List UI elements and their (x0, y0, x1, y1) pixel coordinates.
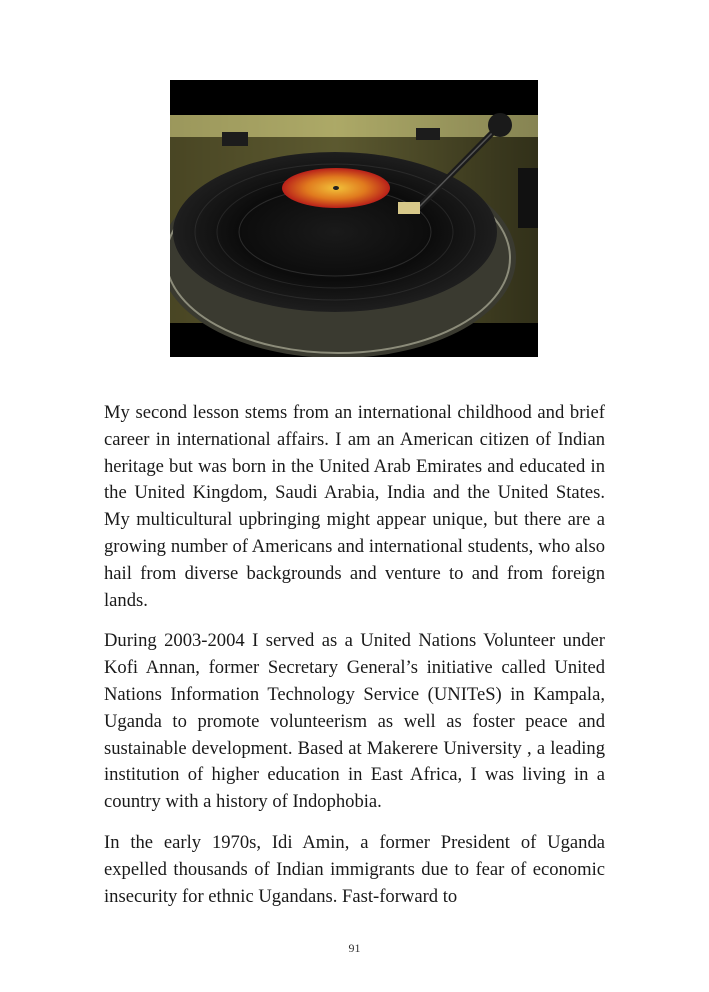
paragraph-2: During 2003-2004 I served as a United Nations Volunteer under Kofi Annan, former Secretary General’s initiative called United Nations Information Technology Service (UNITeS) in Kampala, Uganda to promote volunteerism as well as foster peace and sustainable development. Based at Makerere University , a leading institution of higher education in East Africa, I was living in a country with a history of Indophobia. (104, 630, 605, 813)
page-number: 91 (348, 941, 361, 955)
body-text (104, 400, 605, 924)
turntable-photo (170, 80, 538, 357)
turntable-illustration (170, 80, 538, 357)
paragraph-3: In the early 1970s, Idi Amin, a former President of Uganda expelled thousands of Indian immigrants due to fear of economic insecurity for ethnic Ugandans. Fast-forward to (104, 831, 605, 907)
paragraph-1: My second lesson stems from an international childhood and brief career in international affairs. I am an American citizen of Indian heritage but was born in the United Arab Emirates and educated in the United Kingdom, Saudi Arabia, India and the United States. My multicultural upbringing might appear unique, but there are a growing number of Americans and international students, who also hail from diverse backgrounds and venture to and from foreign lands. (104, 402, 605, 611)
